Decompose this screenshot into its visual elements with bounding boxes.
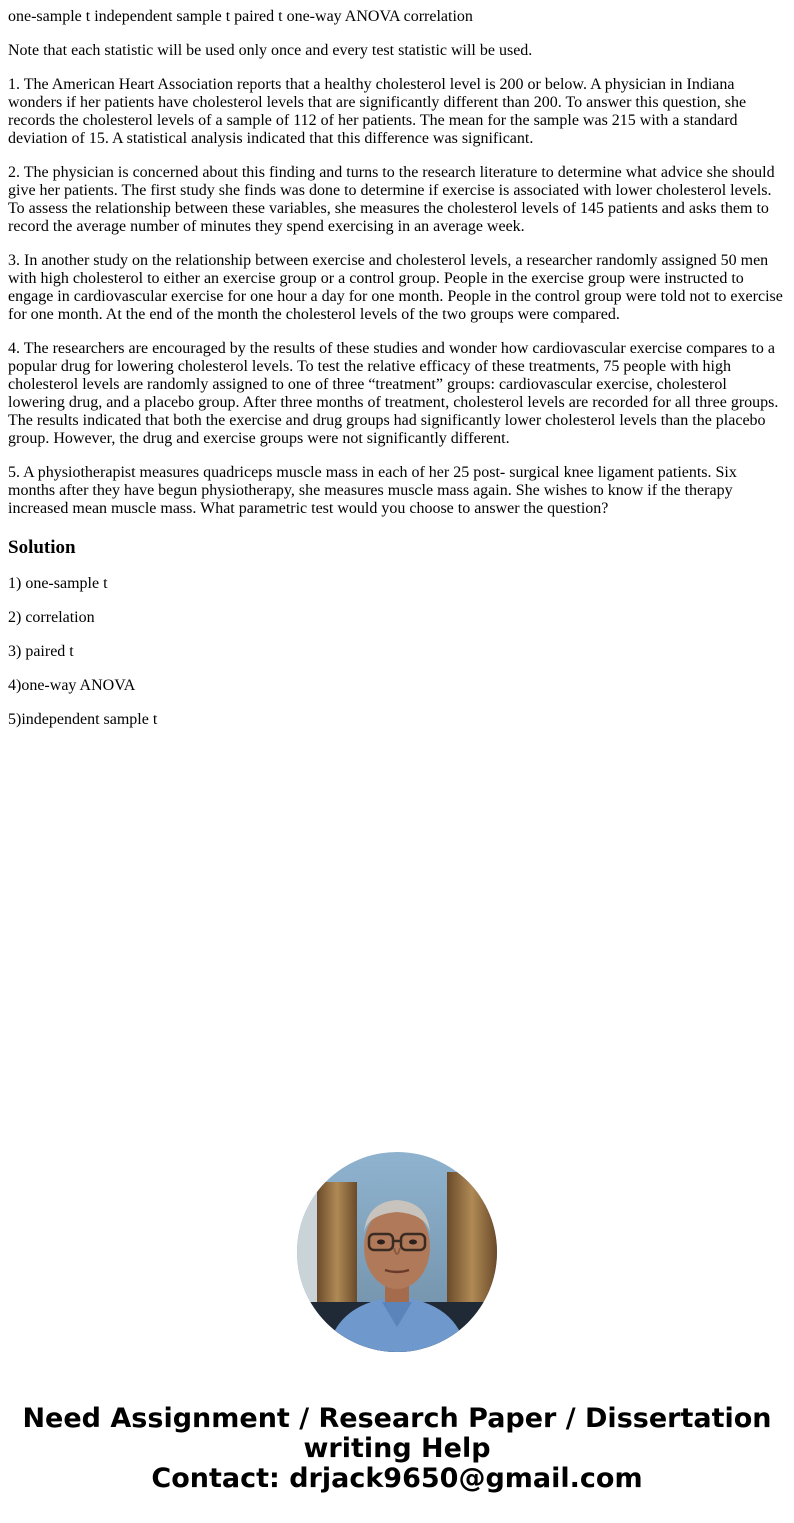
- portrait-image: [297, 1152, 497, 1352]
- answer-3: 3) paired t: [8, 643, 74, 660]
- answer-1: 1) one-sample t: [8, 575, 108, 592]
- question-5: 5. A physiotherapist measures quadriceps muscle mass in each of her 25 post- surgical knee ligament patients. Six months after they have begun physiotherapy, she measures muscle mass again. She wishes to know if the therapy increased mean muscle mass. What parametric test would you choose to answer the question?: [8, 464, 737, 517]
- answer-4: 4)one-way ANOVA: [8, 677, 136, 694]
- note: Note that each statistic will be used only once and every test statistic will be used.: [8, 42, 533, 59]
- avatar: [297, 1152, 497, 1352]
- solution-heading: Solution: [8, 537, 76, 558]
- question-4: 4. The researchers are encouraged by the results of these studies and wonder how cardiovascular exercise compares to a popular drug for lowering cholesterol levels. To test the relative efficacy of these treatments, 75 people with high cholesterol levels are randomly assigned to one of three “treatment” groups: cardiovascular exercise, cholesterol lowering drug, and a placebo group. After three months of treatment, cholesterol levels are recorded for all three groups. The results indicated that both the exercise and drug groups had significantly lower cholesterol levels than the placebo group. However, the drug and exercise groups were not significantly different.: [8, 340, 779, 447]
- answer-5: 5)independent sample t: [8, 711, 158, 728]
- question-3: 3. In another study on the relationship between exercise and cholesterol levels, a researcher randomly assigned 50 men with high cholesterol to either an exercise group or a control group. People in the exercise group were instructed to engage in cardiovascular exercise for one hour a day for one month. People in the control group were told not to exercise for one month. At the end of the month the cholesterol levels of the two groups were compared.: [8, 252, 783, 323]
- promo-contact: Contact: drjack9650@gmail.com: [151, 1463, 643, 1494]
- promo-line-1: Need Assignment / Research Paper / Dissertation: [22, 1403, 772, 1434]
- answer-2: 2) correlation: [8, 609, 95, 626]
- promo-banner: [0, 1152, 794, 1494]
- question-2: 2. The physician is concerned about this finding and turns to the research literature to determine what advice she should give her patients. The first study she finds was done to determine if exercise is associated with lower cholesterol levels. To assess the relationship between these variables, she measures the cholesterol levels of 145 patients and asks them to record the average number of minutes they spend exercising in an average week.: [8, 164, 775, 235]
- header-line: one-sample t independent sample t paired t one-way ANOVA correlation: [8, 8, 473, 25]
- promo-line-2: writing Help: [303, 1433, 491, 1464]
- promo-text: [0, 1404, 794, 1494]
- question-1: 1. The American Heart Association reports that a healthy cholesterol level is 200 or below. A physician in Indiana wonders if her patients have cholesterol levels that are significantly different than 200. To answer this question, she records the cholesterol levels of a sample of 112 of her patients. The mean for the sample was 215 with a standard deviation of 15. A statistical analysis indicated that this difference was significant.: [8, 76, 747, 147]
- document-body: [8, 8, 786, 745]
